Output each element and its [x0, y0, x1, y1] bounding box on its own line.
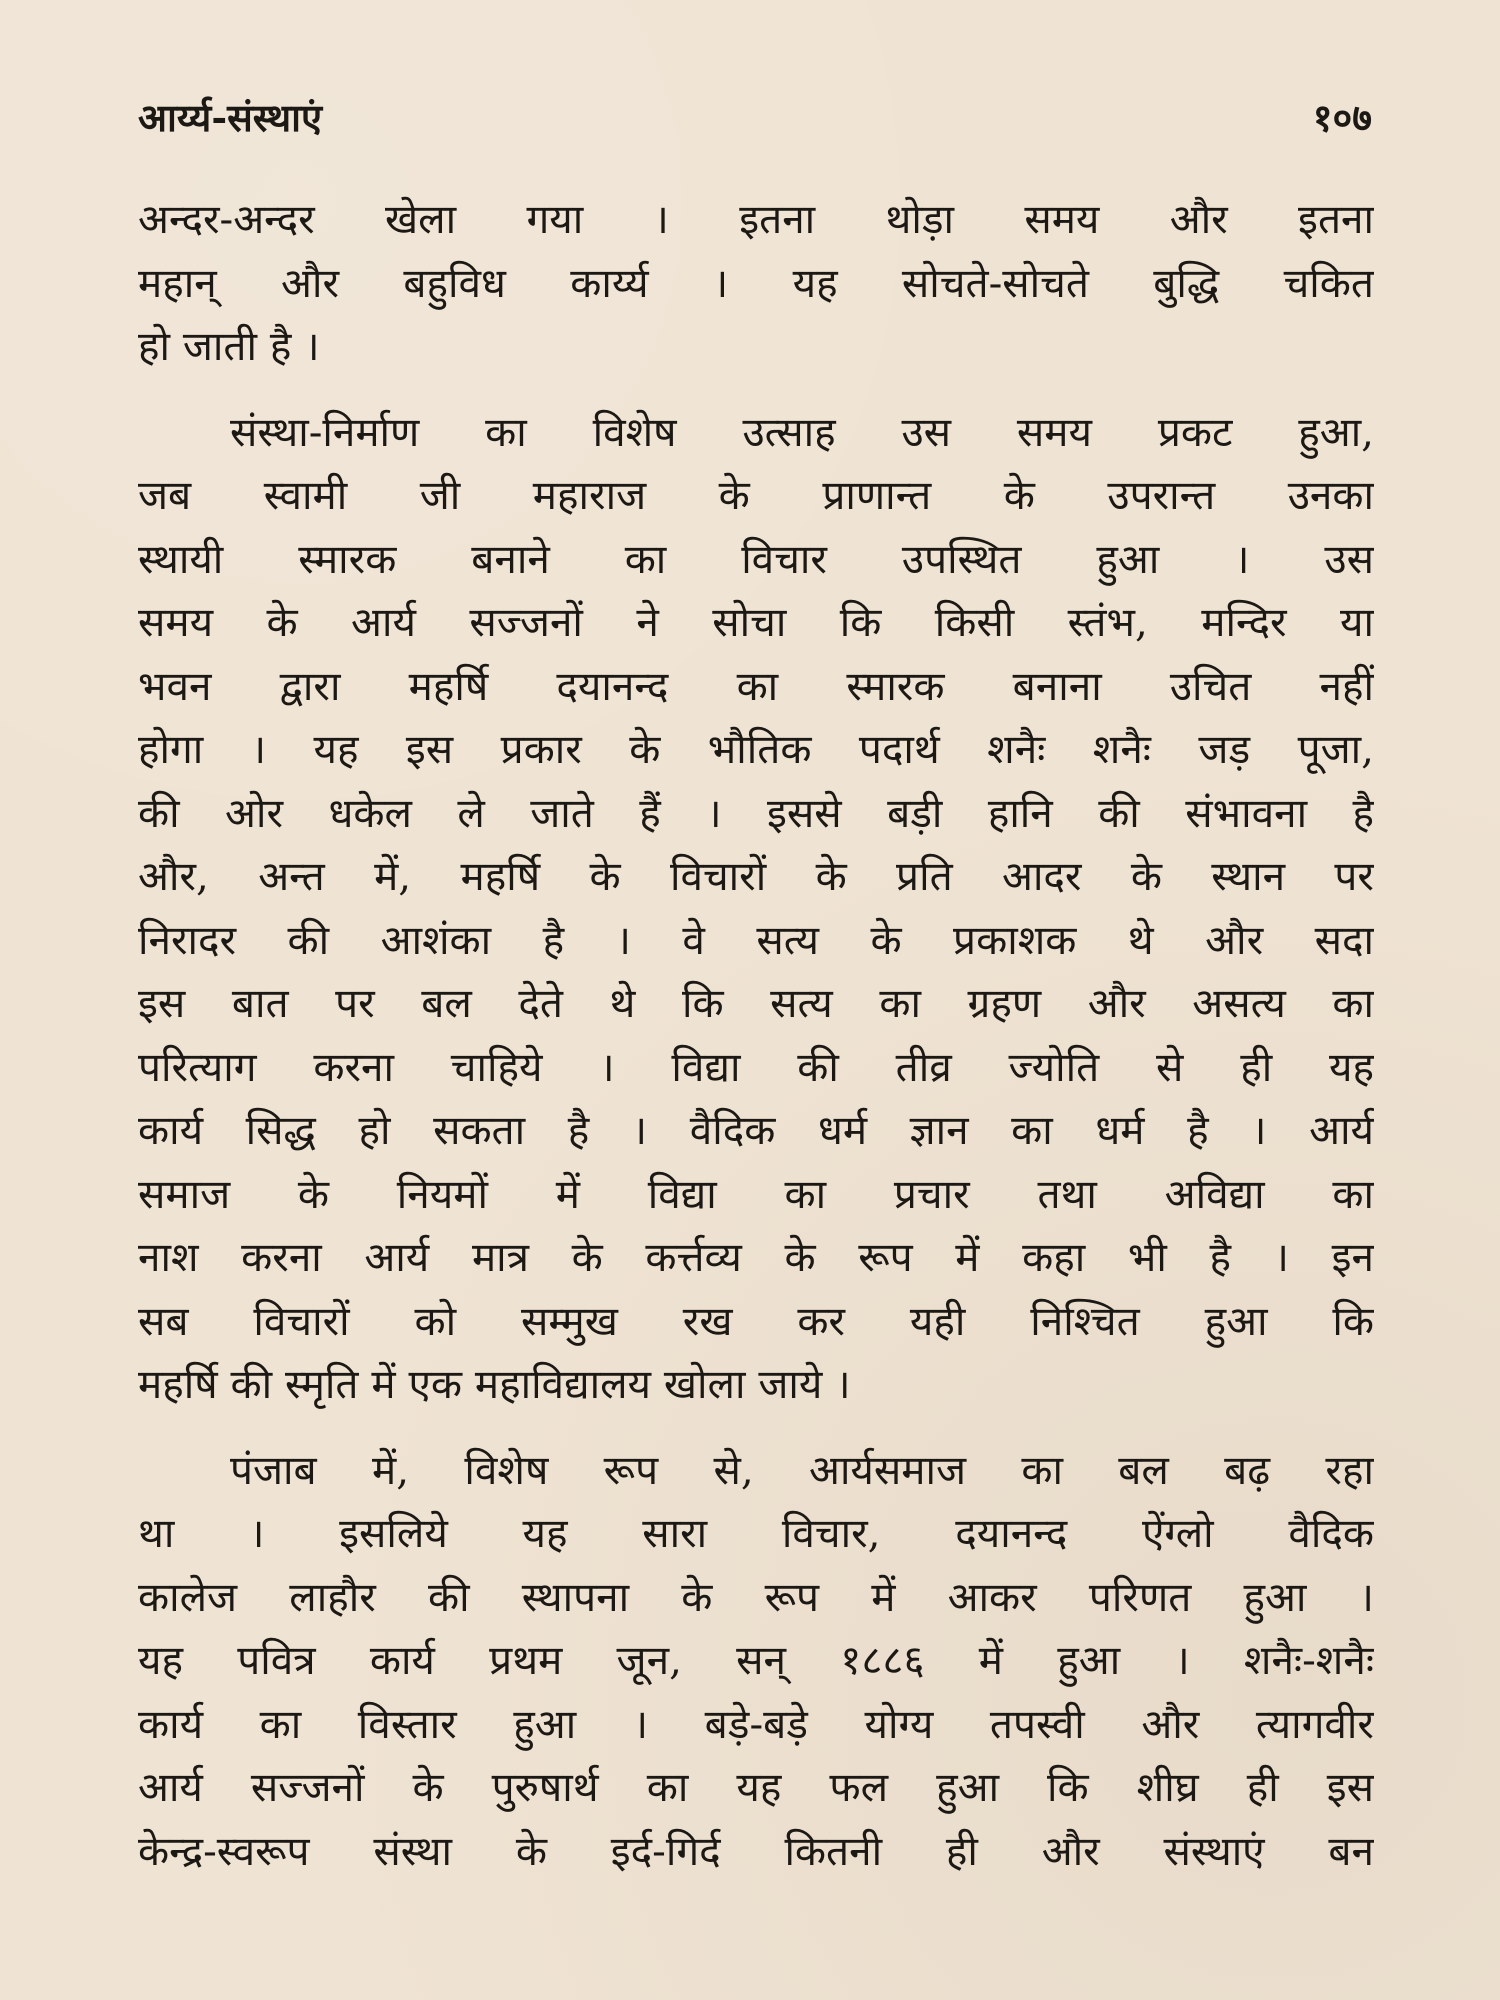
- running-title: आर्य्य-संस्थाएं: [138, 95, 322, 140]
- text-line: महर्षि की स्मृति में एक महाविद्यालय खोला जाये ।: [138, 1360, 851, 1408]
- body-text: [138, 188, 1374, 1883]
- page-number: १०७: [1312, 95, 1372, 140]
- text-line: कालेज लाहौर की स्थापना के रूप में आकर परिणत हुआ ।: [138, 1572, 1374, 1621]
- text-line: और, अन्त में, महर्षि के विचारों के प्रति आदर के स्थान पर: [138, 852, 1374, 900]
- text-line: की ओर धकेल ले जाते हैं । इससे बड़ी हानि की संभावना है: [138, 788, 1374, 837]
- text-line: था । इसलिये यह सारा विचार, दयानन्द ऐंग्लो वैदिक: [138, 1509, 1374, 1557]
- running-head: [138, 88, 1372, 148]
- text-line: परित्याग करना चाहिये । विद्या की तीव्र ज्योति से ही यह: [138, 1042, 1374, 1091]
- paragraph-1: [138, 188, 1374, 379]
- text-line: कार्य का विस्तार हुआ । बड़े-बड़े योग्य तपस्वी और त्यागवीर: [138, 1699, 1374, 1748]
- text-line: समाज के नियमों में विद्या का प्रचार तथा अविद्या का: [138, 1169, 1374, 1218]
- text-line: होगा । यह इस प्रकार के भौतिक पदार्थ शनैः शनैः जड़ पूजा,: [138, 725, 1374, 773]
- text-line: अन्दर-अन्दर खेला गया । इतना थोड़ा समय और इतना: [138, 195, 1374, 243]
- text-line: सब विचारों को सम्मुख रख कर यही निश्चित हुआ कि: [138, 1296, 1374, 1345]
- paragraph-3: [138, 1439, 1374, 1884]
- text-line: आर्य सज्जनों के पुरुषार्थ का यह फल हुआ कि शीघ्र ही इस: [138, 1763, 1374, 1811]
- text-line: महान् और बहुविध कार्य्य । यह सोचते-सोचते बुद्धि चकित: [138, 258, 1374, 307]
- text-line: यह पवित्र कार्य प्रथम जून, सन् १८८६ में हुआ । शनैः-शनैः: [138, 1636, 1374, 1684]
- paragraph-gap: [138, 379, 1374, 401]
- text-line: केन्द्र-स्वरूप संस्था के इर्द-गिर्द कितनी ही और संस्थाएं बन: [138, 1826, 1374, 1875]
- text-line: भवन द्वारा महर्षि दयानन्द का स्मारक बनाना उचित नहीं: [138, 661, 1374, 710]
- paragraph-gap: [138, 1417, 1374, 1439]
- text-line: जब स्वामी जी महाराज के प्राणान्त के उपरान्त उनका: [138, 471, 1374, 519]
- text-line: संस्था-निर्माण का विशेष उत्साह उस समय प्रकट हुआ,: [230, 407, 1374, 456]
- text-line: स्थायी स्मारक बनाने का विचार उपस्थित हुआ । उस: [138, 534, 1374, 583]
- text-line: हो जाती है ।: [138, 322, 320, 370]
- paragraph-2: [138, 401, 1374, 1417]
- text-line: इस बात पर बल देते थे कि सत्य का ग्रहण और असत्य का: [138, 979, 1374, 1027]
- text-line: नाश करना आर्य मात्र के कर्त्तव्य के रूप में कहा भी है । इन: [138, 1233, 1374, 1281]
- text-line: कार्य सिद्ध हो सकता है । वैदिक धर्म ज्ञान का धर्म है । आर्य: [138, 1106, 1374, 1154]
- text-line: निरादर की आशंका है । वे सत्य के प्रकाशक थे और सदा: [138, 915, 1374, 964]
- text-line: समय के आर्य सज्जनों ने सोचा कि किसी स्तंभ, मन्दिर या: [138, 598, 1374, 646]
- text-line: पंजाब में, विशेष रूप से, आर्यसमाज का बल बढ़ रहा: [230, 1445, 1374, 1494]
